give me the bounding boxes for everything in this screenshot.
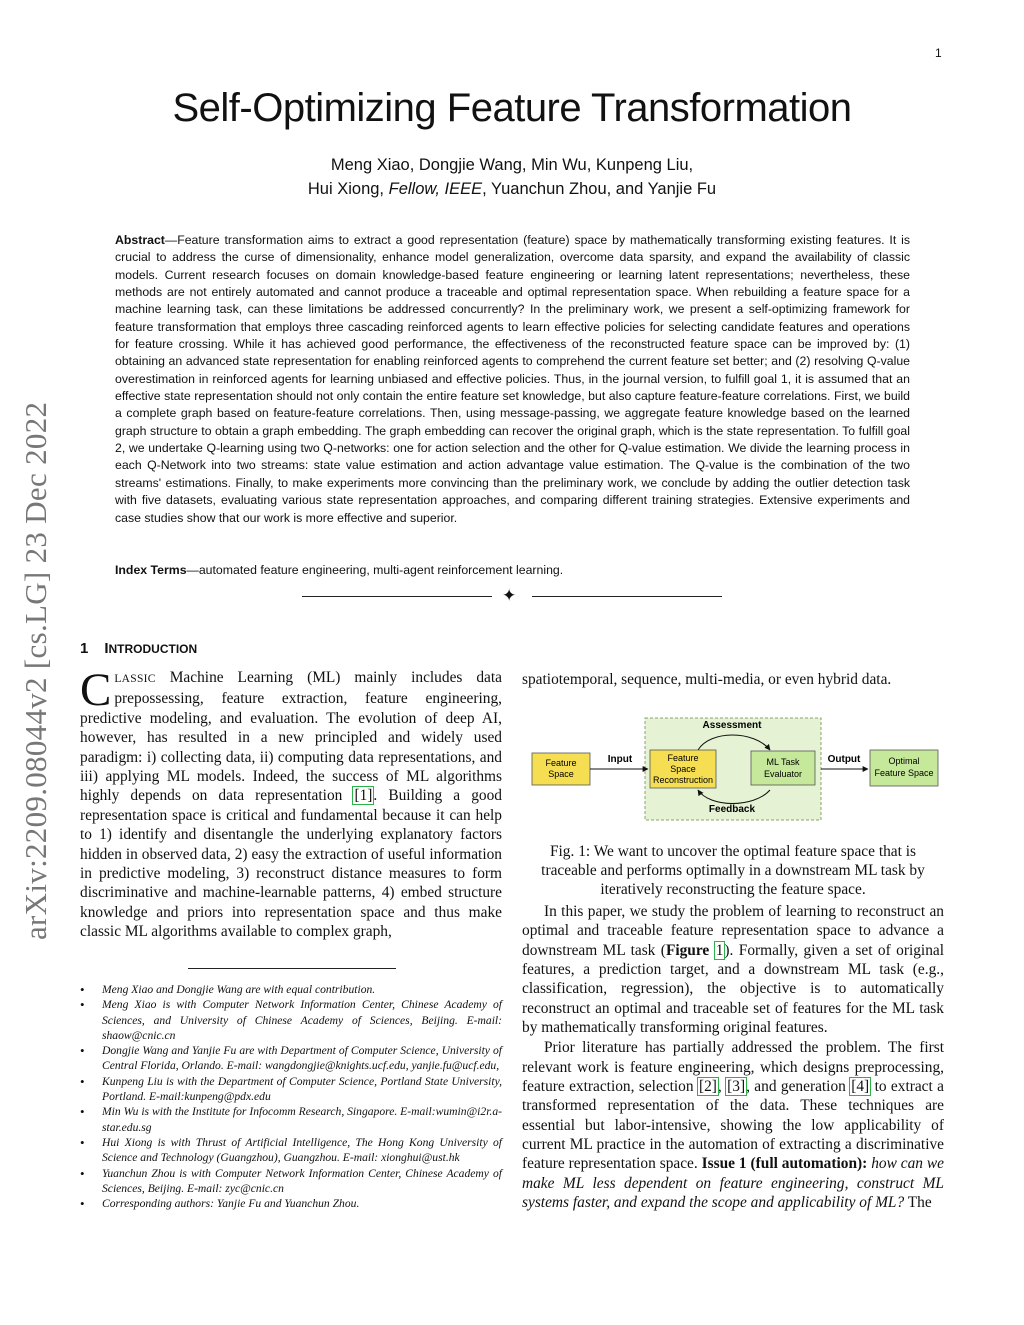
footnote-item: • Dongjie Wang and Yanjie Fu are with Department of Computer Science, University of Central Florida, Orlando. E-mail: wangdongjie@knights.ucf.edu, yanjie.fu@ucf.edu, [80,1043,502,1074]
footnote-item: • Hui Xiong is with Thrust of Artificial Intelligence, The Hong Kong University of Science and Technology (Guangzhou), Guangzhou. E-mail: xionghui@ust.hk [80,1135,502,1166]
paragraph-problem-statement [522,902,944,1037]
assessment-label: Assessment [702,720,762,731]
output-label: Output [827,754,861,765]
intro-continuation: spatiotemporal, sequence, multi-media, or even hybrid data. [522,671,892,688]
footnote-rule [188,968,396,969]
p2-text-c: to extract a transformed representation of the data. These techniques are essential but labor-intensive, showing the low applicability of current ML practice in the automation of extracting a discriminative feature representation space. [522,1078,944,1173]
citation-link[interactable]: [1] [354,787,373,805]
figure-word: Figure [665,941,710,959]
intro-text-b: . Building a good representation space is critical and fundamental because it can help to 1) identify and disentangle the underlying explanatory factors hidden in observed data, 2) easy the extraction of useful information in predictive modeling, 3) reconstruct distance measures to form discriminative and machine-learnable patterns, 4) embed structure knowledge and priors into representation space and thus make classic ML algorithms available to complex graph, [80,787,503,941]
section-title-first: I [104,640,109,657]
box-evaluator-line2: Evaluator [763,769,803,779]
footnote-item: • Meng Xiao is with Computer Network Information Center, Chinese Academy of Sciences, and University of Chinese Academy of Sciences, Beijing. E-mail: shaow@cnic.cn [80,997,502,1043]
figure-1-svg [522,708,944,830]
footnote-item: • Meng Xiao and Dongjie Wang are with equal contribution. [80,982,502,997]
separator-diamond-icon: ✦ [502,586,517,606]
page-number: 1 [935,46,942,60]
figure-1-caption: Fig. 1: We want to uncover the optimal feature space that is traceable and performs optimally in a downstream ML task by iteratively reconstructing the feature space. [541,843,925,899]
box-evaluator-line1: ML Task [766,757,800,767]
box-reconstruction-line1: Feature [667,753,699,763]
intro-text-a: Machine Learning (ML) mainly includes data prepossessing, feature extraction, feature engineering, predictive modeling, and evaluation. The evolution of deep AI, however, has resulted in a new principled and widely used paradigm: i) collecting data, ii) computing data representations, and iii) applying ML models. Indeed, the success of ML algorithms highly depends on data representation [80,669,502,805]
separator-line-right [532,596,722,597]
section-title-rest: NTRODUCTION [108,642,198,656]
index-terms [115,562,910,579]
box-reconstruction-line2: Space [670,764,696,774]
figure-ref-link[interactable]: 1 [715,941,724,959]
input-label: Input [607,754,633,765]
dropcap: C [80,664,112,716]
author-list [80,153,944,201]
p2-comma: , [717,1078,727,1096]
abstract-label: Abstract [115,233,165,247]
citation-link[interactable]: [2] [698,1078,717,1096]
paragraph-prior-literature [522,1038,944,1212]
arxiv-stamp: arXiv:2209.08044v2 [cs.LG] 23 Dec 2022 [18,401,53,940]
section-heading-introduction [80,640,197,657]
index-terms-text: —automated feature engineering, multi-agent reinforcement learning. [186,563,564,577]
footnotes [80,982,502,1211]
author-line-2 [80,177,944,201]
p1-text-a: In this paper, we study the problem of learning to reconstruct an optimal and traceable feature representation space to advance a downstream ML task ( [522,903,944,959]
author-line-2-a: Hui Xiong, [307,180,389,198]
box-feature-space-line1: Feature [545,758,577,768]
figure-1-diagram [522,708,944,830]
separator-line-left [302,596,492,597]
citation-link[interactable]: [3] [727,1078,746,1096]
footnote-item: • Kunpeng Liu is with the Department of Computer Science, Portland State University, Portland. E-mail:kunpeng@pdx.edu [80,1074,502,1105]
footnote-item: • Yuanchun Zhou is with Computer Network Information Center, Chinese Academy of Sciences, Beijing. E-mail: zyc@cnic.cn [80,1166,502,1197]
box-optimal-line2: Feature Space [874,768,934,778]
abstract-text: —Feature transformation aims to extract a good representation (feature) space by mathematically transforming existing features. It is crucial to address the curse of dimensionality, enhance model generalization, overcome data sparsity, and expand the availability of classic models. Current research focuses on domain knowledge-based feature engineering or learning latent representations; nevertheless, these methods are not entirely automated and cannot produce a traceable and optimal representation space. When rebuilding a feature space for a machine learning task, can these limitations be addressed concurrently? In the preliminary work, we present a self-optimizing framework for feature transformation that employs three cascading reinforced agents to learn effective policies for selecting candidate features and operations for feature crossing. While it has achieved good performance, the effectiveness of the reconstructed feature space can be improved by: (1) obtaining an advanced state representation for enabling reinforced agents to comprehend the current feature set better; and (2) resolving Q-value overestimation in reinforced agents for learning unbiased and effective policies. Thus, in the journal version, to fulfill goal 1, it is assumed that an effective state representation should not only contain the entire feature set knowledge, but also capture feature-feature correlations. First, we build a complete graph based on feature-feature correlations. Then, using message-passing, we aggregate feature knowledge based on the learned graph structure to obtain a graph embedding. The graph embedding can recover the original graph, which is the state representation. To fulfill goal 2, we undertake Q-learning using two Q-networks: one for action selection and the other for Q-value estimation. We divide the learning process in each Q-Network into two streams: state value estimation and action advantage value estimation. The Q-value is the combination of the two streams' estimations. Finally, to make experiments more convincing than the preliminary work, we conclude by adding the outlier detection task with five datasets, evaluating various state representation approaches, and comparing different training strategies. Extensive experiments and case studies show that our work is more effective and superior. [115,233,910,525]
author-line-1: Meng Xiao, Dongjie Wang, Min Wu, Kunpeng Liu, [330,156,694,174]
intro-smallcaps: LASSIC [114,673,156,685]
issue-1-question: how can we make ML less dependent on feature engineering, construct ML systems faster, and expand the scope and applicability of ML? [522,1155,944,1212]
fellow-ieee: Fellow, IEEE [388,180,483,198]
p2-text-b: , and generation [746,1078,851,1096]
abstract [115,232,910,527]
section-number: 1 [80,640,89,657]
p2-tail: The [904,1194,932,1212]
paper-title: Self-Optimizing Feature Transformation [172,86,852,130]
issue-1-label: Issue 1 (full automation): [701,1155,868,1173]
box-optimal-line1: Optimal [888,756,920,766]
box-feature-space-line2: Space [548,769,574,779]
p1-text-b: ). Formally, given a set of original features, a prediction target, and a downstream ML task (e.g., classification, regression), the objective is to automatically reconstruct an optimal and traceable set of features for the ML task by mathematically transforming original features. [522,941,945,1037]
feedback-label: Feedback [708,804,756,815]
index-terms-label: Index Terms [115,563,187,577]
footnote-item: • Corresponding authors: Yanjie Fu and Yuanchun Zhou. [80,1196,502,1211]
footnote-item: • Min Wu is with the Institute for Infocomm Research, Singapore. E-mail:wumin@i2r.a-star.edu.sg [80,1104,502,1135]
p2-text-a: Prior literature has partially addressed the problem. The first relevant work is feature engineering, which designs preprocessing, feature extraction, selection [522,1039,944,1096]
box-reconstruction-line3: Reconstruction [652,775,714,785]
author-line-2-b: , Yuanchun Zhou, and Yanjie Fu [482,180,717,198]
right-column-body [522,902,944,1213]
intro-paragraph [80,664,503,942]
citation-link[interactable]: [4] [851,1078,870,1096]
